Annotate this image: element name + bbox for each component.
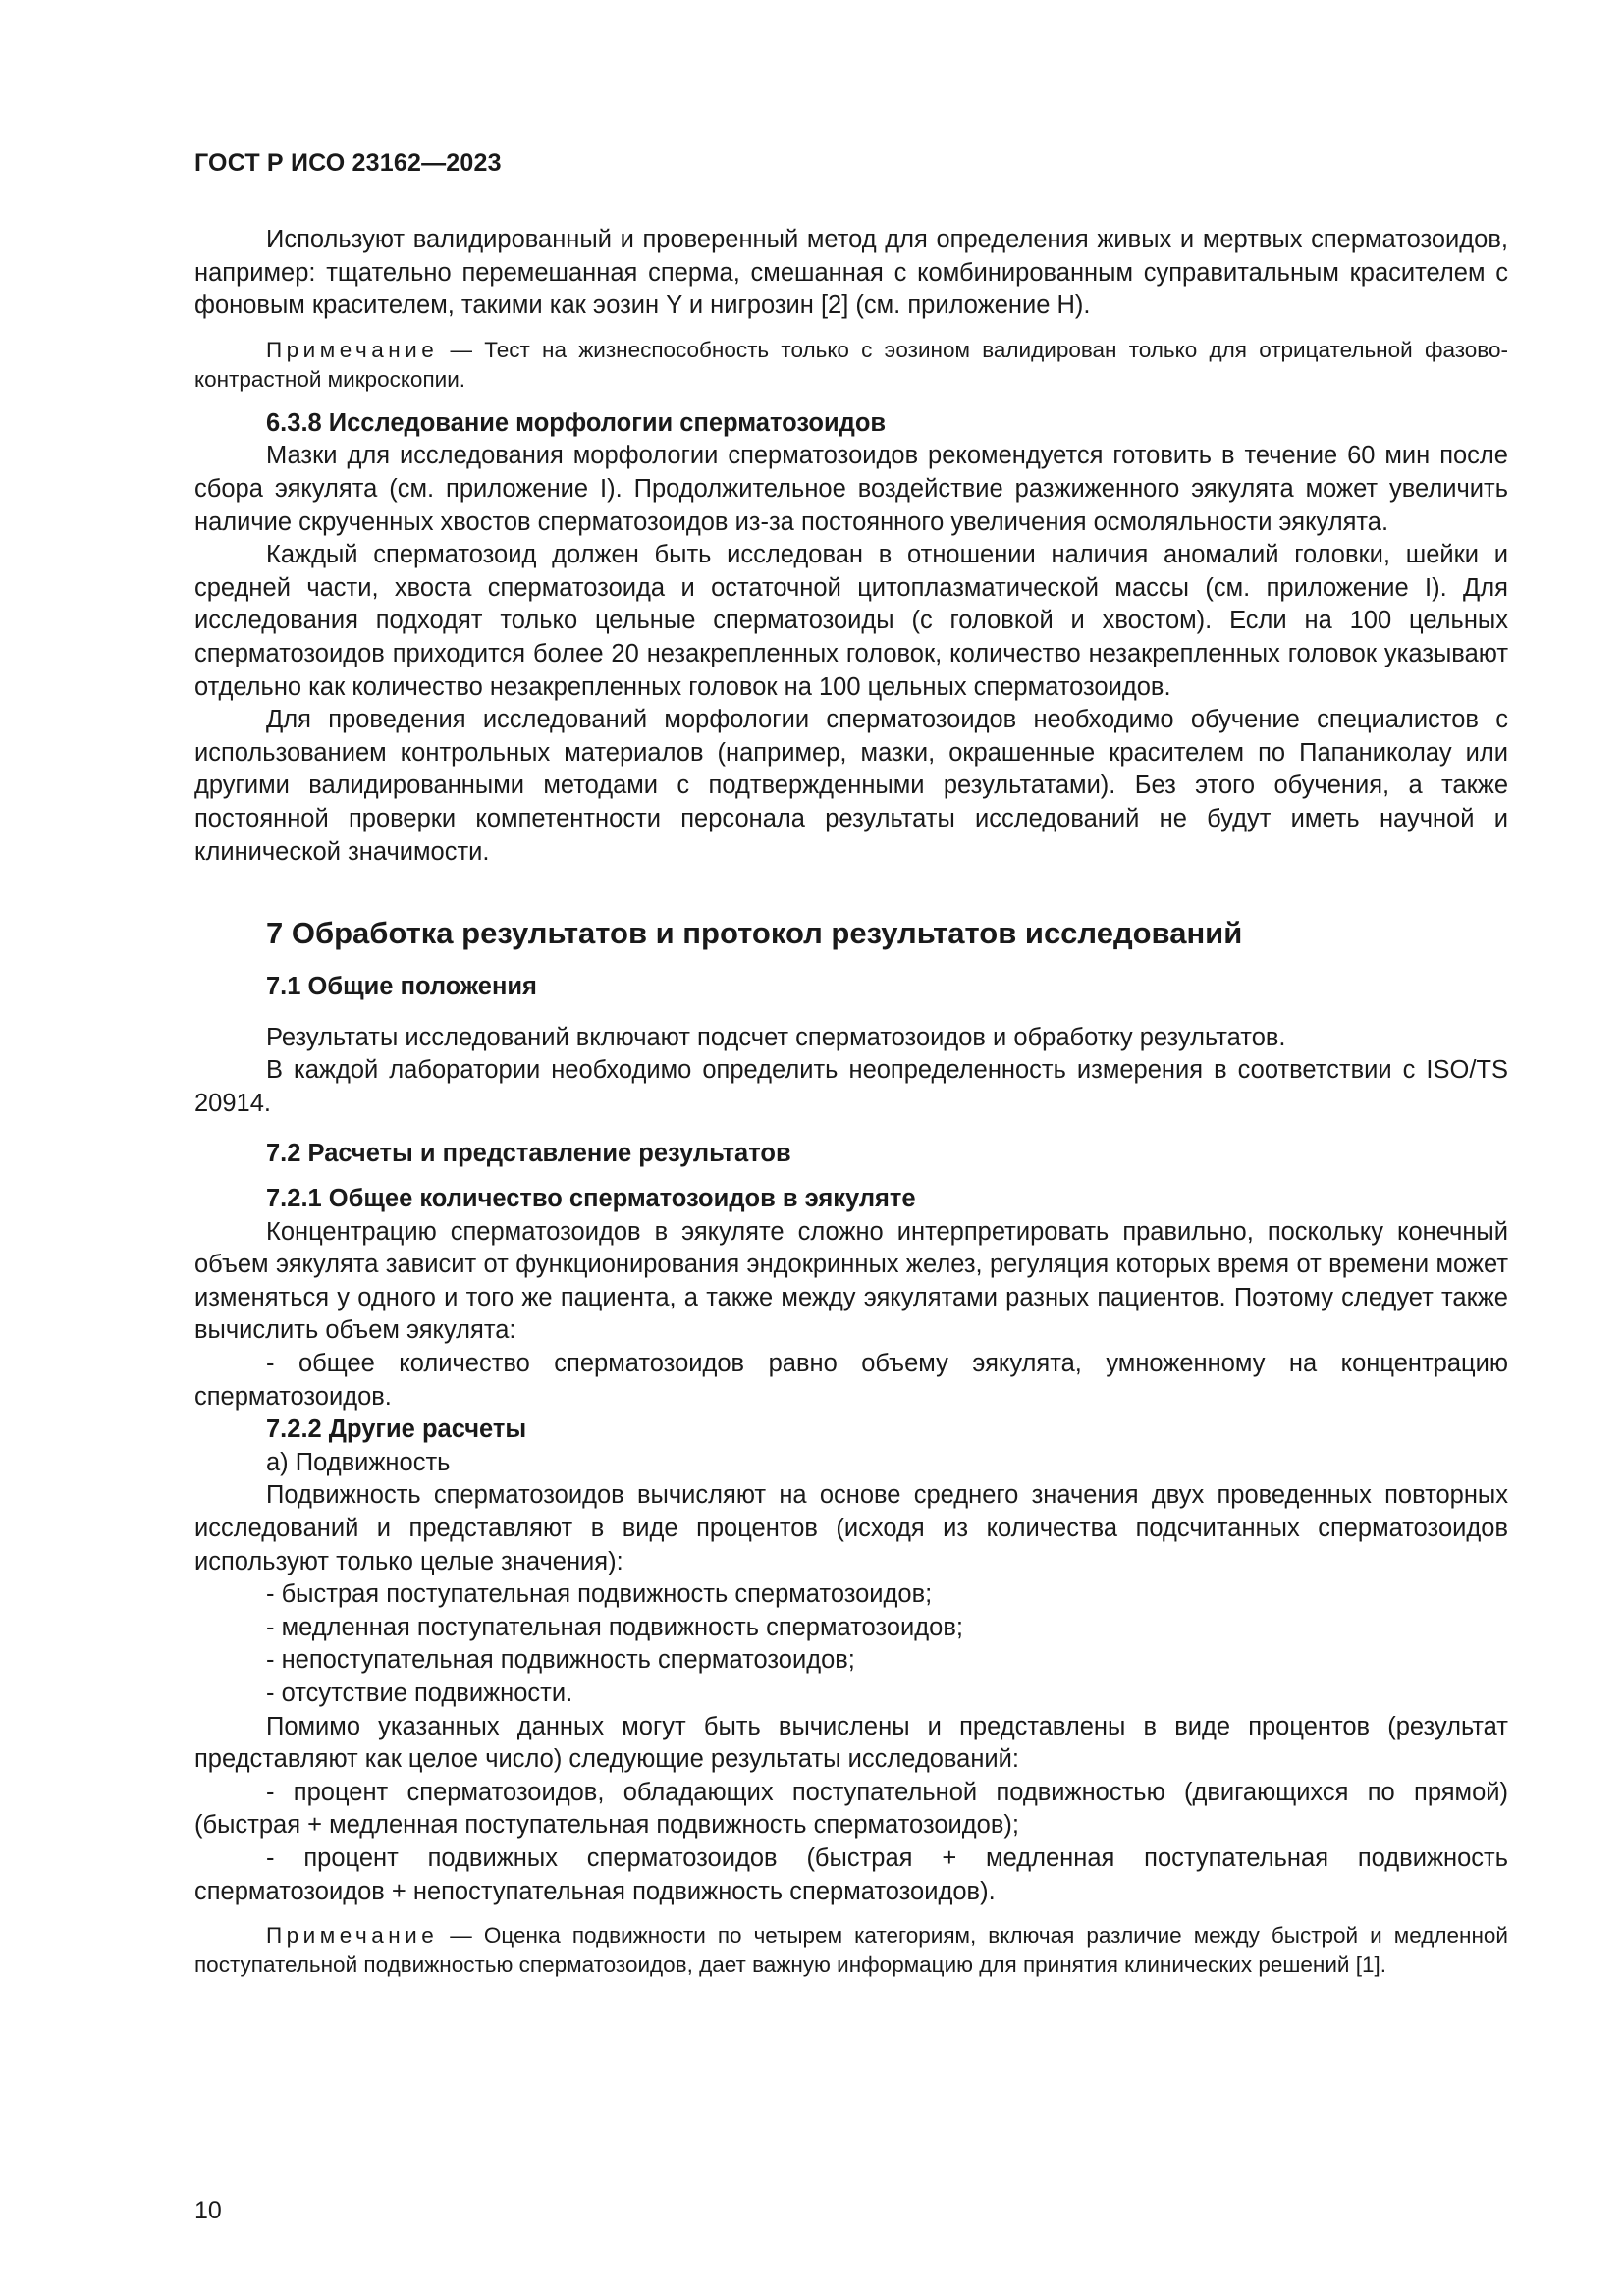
- note: [194, 336, 1508, 395]
- paragraph: Мазки для исследования морфологии сперматозоидов рекомендуется готовить в течение 60 мин после сбора эякулята (см. приложение I). Продолжительное воздействие разжиженного эякулята может увеличить наличие скрученных хвостов сперматозоидов из-за постоянного увеличения осмоляльности эякулята.: [194, 442, 1508, 536]
- paragraph: Подвижность сперматозоидов вычисляют на основе среднего значения двух проведенных повторных исследований и представляют в виде процентов (исходя из количества подсчитанных сперматозоидов используют только целые значения):: [194, 1481, 1508, 1575]
- paragraph: - процент сперматозоидов, обладающих поступательной подвижностью (двигающихся по прямой) (быстрая + медленная поступательная подвижность сперматозоидов);: [194, 1778, 1508, 1840]
- note-text: — Тест на жизнеспособность только с эозином валидирован только для отрицательной фазово-контрастной микроскопии.: [194, 337, 1508, 392]
- paragraph: Для проведения исследований морфологии сперматозоидов необходимо обучение специалистов с использованием контрольных материалов (например, мазки, окрашенные красителем по Папаниколау или другими валидированными методами с подтвержденными результатами). Без этого обучения, а также постоянной проверки компетентности персонала результаты исследований не будут иметь научной и клинической значимости.: [194, 706, 1508, 866]
- section-heading-7: 7 Обработка результатов и протокол результатов исследований: [266, 916, 1243, 951]
- section-heading-7-1: 7.1 Общие положения: [266, 973, 537, 1001]
- note: [194, 1921, 1508, 1980]
- section-heading-7-2-1: 7.2.1 Общее количество сперматозоидов в эякуляте: [266, 1185, 916, 1213]
- note-text: — Оценка подвижности по четырем категориям, включая различие между быстрой и медленной поступательной подвижностью сперматозоидов, дает важную информацию для принятия клинических решений [1].: [194, 1923, 1508, 1978]
- document-header: ГОСТ Р ИСО 23162—2023: [194, 149, 502, 177]
- list-item: - отсутствие подвижности.: [266, 1679, 573, 1707]
- paragraph: Помимо указанных данных могут быть вычислены и представлены в виде процентов (результат представляют как целое число) следующие результаты исследований:: [194, 1712, 1508, 1774]
- paragraph: а) Подвижность: [266, 1448, 451, 1476]
- paragraph: - общее количество сперматозоидов равно объему эякулята, умноженному на концентрацию сперматозоидов.: [194, 1350, 1508, 1411]
- document-body: [194, 224, 1508, 1993]
- note-label: Примечание: [266, 1923, 439, 1949]
- section-heading-7-2-2: 7.2.2 Другие расчеты: [266, 1415, 527, 1444]
- list-item: - непоступательная подвижность сперматозоидов;: [266, 1646, 855, 1675]
- note-label: Примечание: [266, 337, 439, 362]
- page-number: 10: [194, 2197, 222, 2224]
- paragraph: Концентрацию сперматозоидов в эякуляте сложно интерпретировать правильно, поскольку конечный объем эякулята зависит от функционирования эндокринных желез, регуляция которых время от времени может изменяться у одного и того же пациента, а также между эякулятами разных пациентов. Поэтому следует также вычислить объем эякулята:: [194, 1217, 1508, 1345]
- section-heading-6-3-8: 6.3.8 Исследование морфологии сперматозоидов: [266, 408, 887, 437]
- paragraph: - процент подвижных сперматозоидов (быстрая + медленная поступательная подвижность сперматозоидов + непоступательная подвижность сперматозоидов).: [194, 1843, 1508, 1905]
- paragraph: В каждой лаборатории необходимо определить неопределенность измерения в соответствии с ISO/TS 20914.: [194, 1056, 1508, 1117]
- paragraph: Результаты исследований включают подсчет сперматозоидов и обработку результатов.: [266, 1023, 1286, 1051]
- section-heading-7-2: 7.2 Расчеты и представление результатов: [266, 1140, 791, 1168]
- list-item: - медленная поступательная подвижность сперматозоидов;: [266, 1613, 963, 1641]
- list-item: - быстрая поступательная подвижность сперматозоидов;: [266, 1580, 933, 1609]
- paragraph: Каждый сперматозоид должен быть исследован в отношении наличия аномалий головки, шейки и средней части, хвоста сперматозоида и остаточной цитоплазматической массы (см. приложение I). Для исследования подходят только цельные сперматозоиды (с головкой и хвостом). Если на 100 цельных сперматозоидов приходится более 20 незакрепленных головок, количество незакрепленных головок указывают отдельно как количество незакрепленных головок на 100 цельных сперматозоидов.: [194, 541, 1508, 701]
- paragraph: Используют валидированный и проверенный метод для определения живых и мертвых сперматозоидов, например: тщательно перемешанная сперма, смешанная с комбинированным суправитальным красителем с фоновым красителем, такими как эозин Y и нигрозин [2] (см. приложение Н).: [194, 226, 1508, 320]
